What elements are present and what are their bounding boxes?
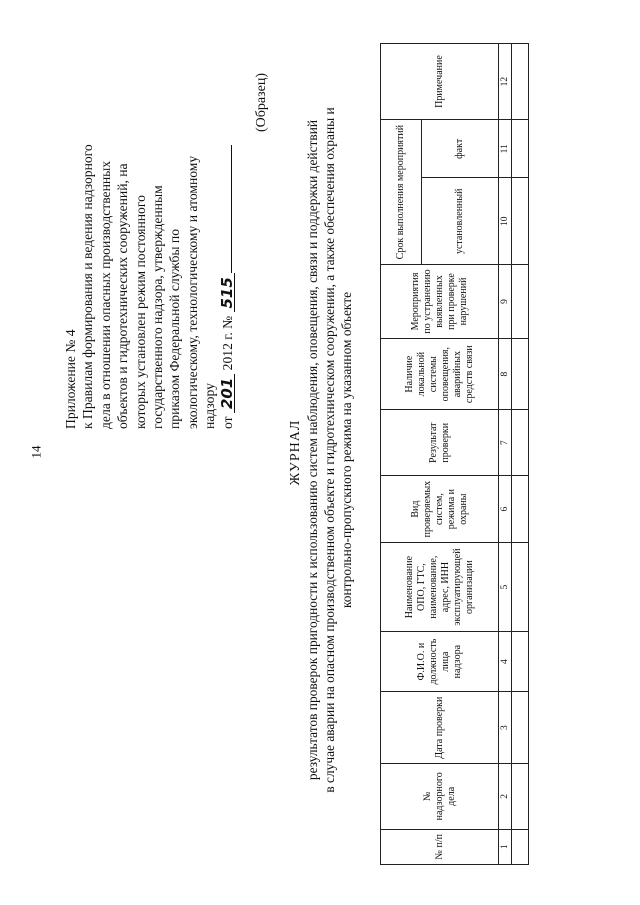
appendix-line: которых установлен режим постоянного <box>132 195 148 429</box>
column-number: 2 <box>499 764 512 829</box>
column-number: 4 <box>499 632 512 692</box>
header-cell: Наличие локальной системы оповещения, аварийных средств связи <box>381 338 499 410</box>
table-cell <box>512 178 529 265</box>
appendix-block <box>62 24 236 429</box>
journal-table <box>380 43 529 865</box>
header-group-cell: Срок выполнения мероприятий <box>381 120 422 265</box>
column-number: 5 <box>499 543 512 632</box>
header-cell: Ф.И.О. и должность лица надзора <box>381 632 499 692</box>
journal-title: ЖУРНАЛ <box>288 419 303 486</box>
header-cell: № надзорного дела <box>381 764 499 829</box>
table-cell <box>512 692 529 764</box>
appendix-line: экологическому, технологическому и атомному <box>184 155 200 429</box>
header-cell: № п/п <box>381 829 499 864</box>
header-cell: Результат проверки <box>381 410 499 476</box>
table-row <box>512 44 529 865</box>
subtitle-line: в случае аварии на опасном производственном объекте и гидротехническом сооружении, а также обеспечения охраны и <box>322 107 337 793</box>
appendix-line: приказом Федеральной службы по <box>167 229 183 429</box>
column-number: 9 <box>499 265 512 339</box>
header-cell: факт <box>422 120 499 178</box>
appendix-line: к Правилам формирования и ведения надзорного <box>80 144 96 429</box>
table-header-row <box>381 44 422 865</box>
sample-label: (Образец) <box>254 72 269 132</box>
column-number-row <box>499 44 512 865</box>
column-number: 7 <box>499 410 512 476</box>
appendix-date-line <box>219 24 236 429</box>
table-cell <box>512 338 529 410</box>
table-cell <box>512 632 529 692</box>
table-cell <box>512 476 529 543</box>
column-number: 3 <box>499 692 512 764</box>
header-cell: Наименование ОПО, ГТС, наименование, адрес, ИНН эксплуатирующей организации <box>381 543 499 632</box>
page-number: 14 <box>28 445 44 459</box>
table-cell <box>512 764 529 829</box>
column-number: 8 <box>499 338 512 410</box>
header-cell: Вид проверяемых систем, режима и охраны <box>381 476 499 543</box>
table-cell <box>512 120 529 178</box>
header-cell: Дата проверки <box>381 692 499 764</box>
column-number: 11 <box>499 120 512 178</box>
column-number: 10 <box>499 178 512 265</box>
column-number: 12 <box>499 44 512 120</box>
header-cell: Примечание <box>381 44 499 120</box>
journal-subtitle <box>304 45 355 855</box>
date-year: 2012 г. № <box>219 315 235 371</box>
appendix-line: надзору <box>202 383 218 429</box>
subtitle-line: результатов проверок пригодности к использованию систем наблюдения, оповещения, связи и поддержки действий <box>305 119 320 781</box>
date-prefix: от <box>219 416 235 429</box>
table-cell <box>512 265 529 339</box>
handwritten-number: 515 <box>220 273 235 312</box>
column-number: 1 <box>499 829 512 864</box>
header-cell: Мероприятия по устранению выявленных при проверке нарушений <box>381 265 499 339</box>
appendix-line: объектов и гидротехнических сооружений, на <box>115 163 131 429</box>
appendix-line: дела в отношении опасных производственных <box>97 160 113 429</box>
handwritten-date: 201 <box>220 374 235 413</box>
column-number: 6 <box>499 476 512 543</box>
table-cell <box>512 829 529 864</box>
number-blank <box>231 145 232 273</box>
subtitle-line: контрольно-пропускного режима на указанном объекте <box>339 291 354 609</box>
appendix-line: государственного надзора, утвержденным <box>150 185 166 429</box>
table-cell <box>512 44 529 120</box>
table-cell <box>512 410 529 476</box>
header-cell: установленный <box>422 178 499 265</box>
appendix-line: Приложение № 4 <box>63 329 78 429</box>
table-cell <box>512 543 529 632</box>
